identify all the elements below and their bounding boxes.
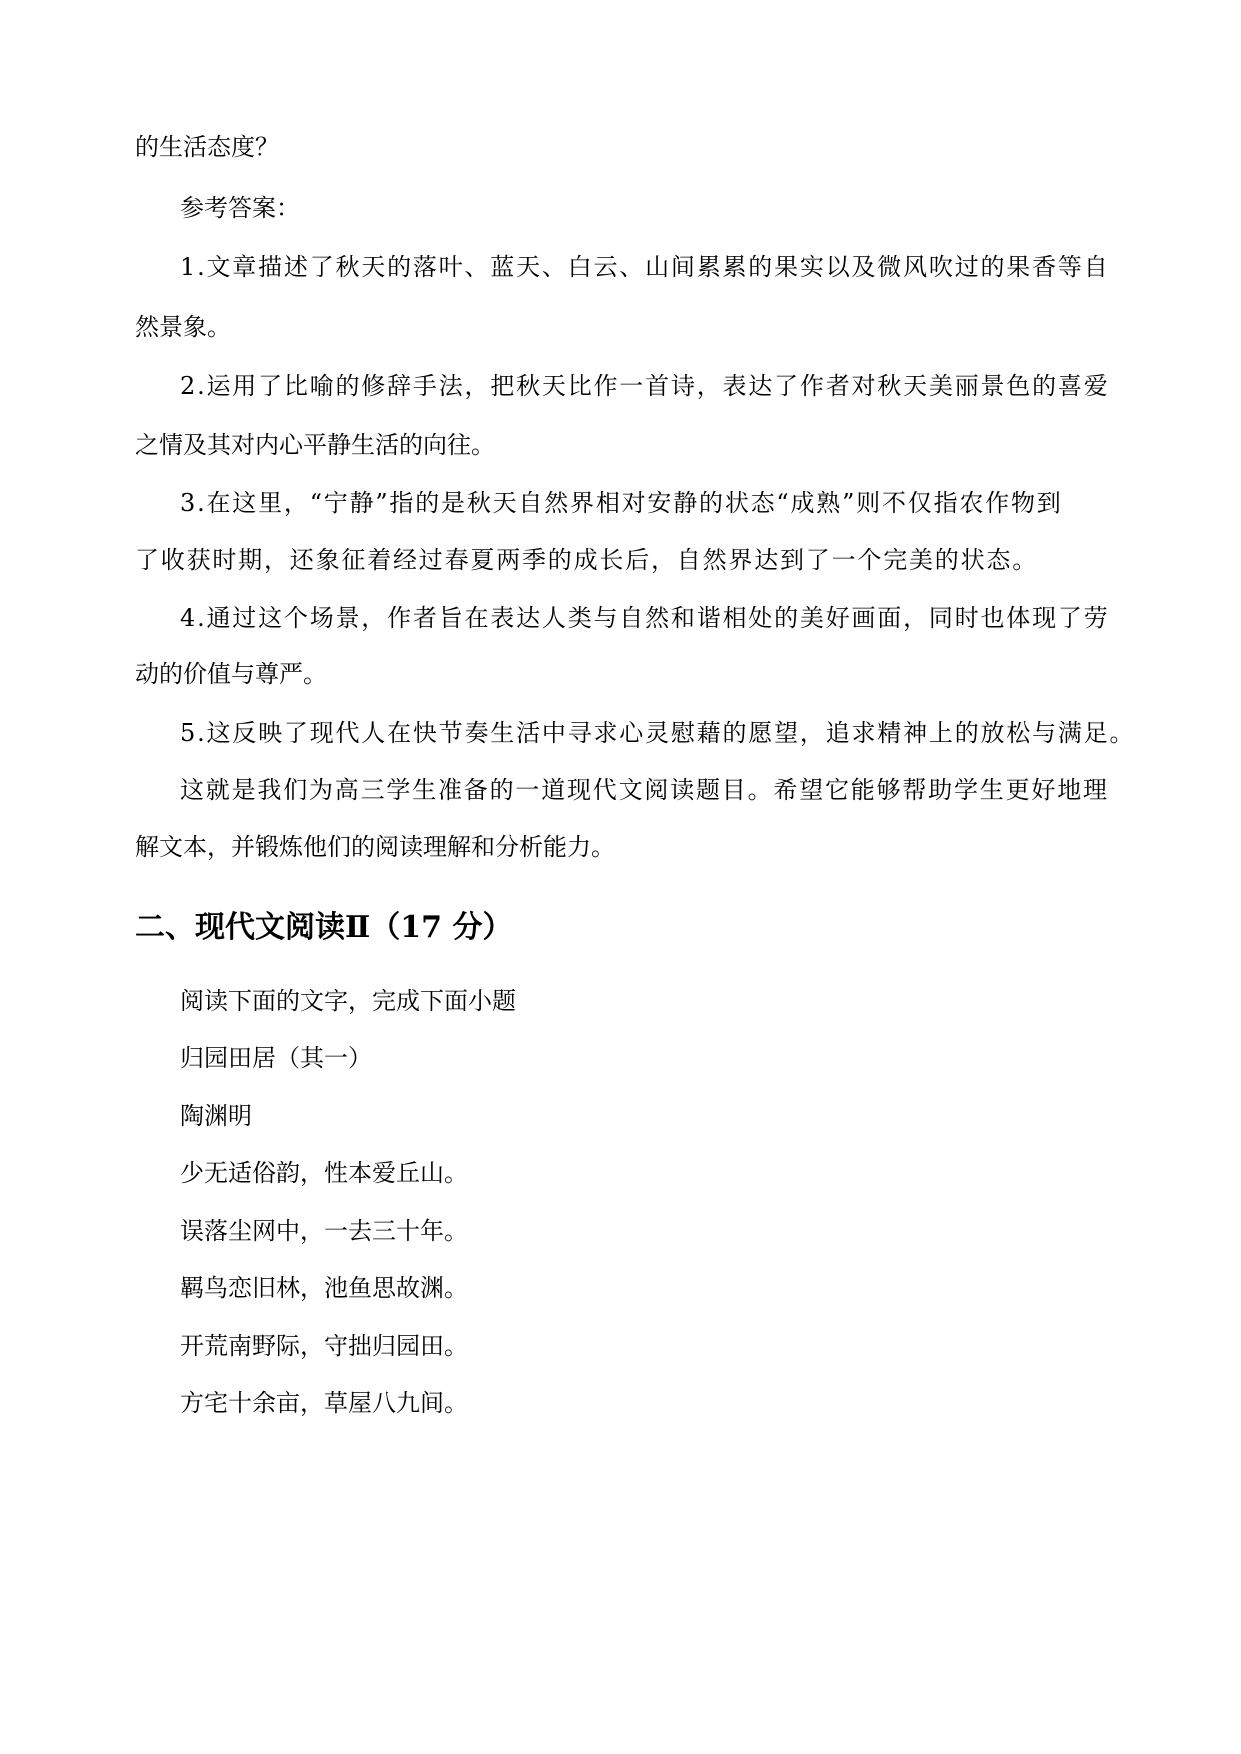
- answer-4-line-2: 动的价值与尊严。: [135, 660, 327, 688]
- poem-line: 羁鸟恋旧林，池鱼思故渊。: [180, 1274, 468, 1302]
- answer-3-line-1: 3.在这里，“宁静”指的是秋天自然界相对安静的状态“成熟”则不仅指农作物到: [180, 489, 1063, 517]
- closing-line-1: 这就是我们为高三学生准备的一道现代文阅读题目。希望它能够帮助学生更好地理: [180, 776, 1109, 804]
- poem-author: 陶渊明: [180, 1102, 252, 1130]
- answer-1-line-1: 1.文章描述了秋天的落叶、蓝天、白云、山间累累的果实以及微风吹过的果香等自: [180, 253, 1110, 281]
- poem-line: 少无适俗韵，性本爱丘山。: [180, 1159, 468, 1187]
- answer-5-line-1: 5.这反映了现代人在快节奏生活中寻求心灵慰藉的愿望，追求精神上的放松与满足。: [180, 719, 1136, 747]
- poem-title: 归园田居（其一）: [180, 1044, 372, 1072]
- answer-1-line-2: 然景象。: [135, 313, 231, 341]
- closing-line-2: 解文本，并锻炼他们的阅读理解和分析能力。: [135, 833, 615, 861]
- answer-2-line-1: 2.运用了比喻的修辞手法，把秋天比作一首诗，表达了作者对秋天美丽景色的喜爱: [180, 372, 1110, 400]
- answer-4-line-1: 4.通过这个场景，作者旨在表达人类与自然和谐相处的美好画面，同时也体现了劳: [180, 604, 1110, 632]
- section-heading: 二、现代文阅读Ⅱ（17 分）: [135, 910, 513, 945]
- poem-line: 误落尘网中，一去三十年。: [180, 1217, 468, 1245]
- poem-line: 方宅十余亩，草屋八九间。: [180, 1389, 468, 1417]
- answer-3-line-2: 了收获时期，还象征着经过春夏两季的成长后，自然界达到了一个完美的状态。: [135, 546, 1038, 574]
- answer-2-line-2: 之情及其对内心平静生活的向往。: [135, 431, 495, 459]
- question-tail: 的生活态度？: [135, 133, 279, 161]
- answer-label: 参考答案：: [180, 194, 300, 222]
- poem-line: 开荒南野际，守拙归园田。: [180, 1332, 468, 1360]
- reading-instruction: 阅读下面的文字，完成下面小题: [180, 987, 516, 1015]
